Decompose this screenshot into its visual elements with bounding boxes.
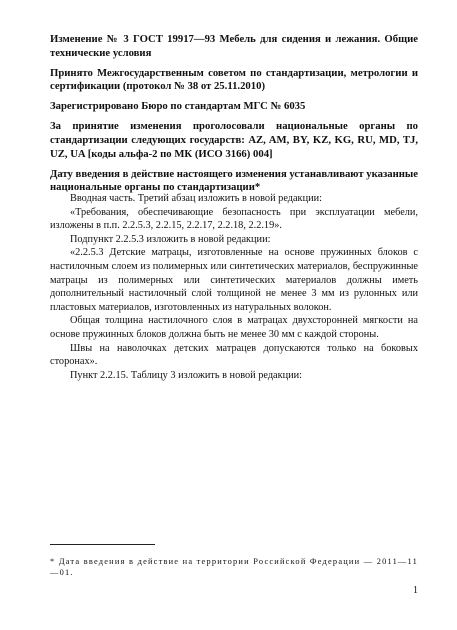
paragraph-layer-thickness: Общая толщина настилочного слоя в матрацах двухсторонней мягкости на основе пружинных блоков должна быть не менее 30 мм с каждой стороны. (50, 315, 418, 340)
footnote: * Дата введения в действие на территории Российской Федерации — 2011—11—01. (50, 557, 418, 578)
page-number: 1 (413, 585, 418, 596)
effective-date-note: Дату введения в действие настоящего изменения устанавливают указанные национальные органы по стандартизации* (50, 167, 418, 194)
voting-note: За принятие изменения проголосовали национальные органы по стандартизации следующих государств: AZ, AM, BY, KZ, KG, RU, MD, TJ, UZ, UA [коды альфа-2 по МК (ИСО 3166) 004] (50, 120, 418, 160)
registration-note: Зарегистрировано Бюро по стандартам МГС № 6035 (50, 100, 306, 113)
paragraph-seams: Швы на наволочках детских матрацев допускаются только на боковых сторонах». (50, 342, 418, 368)
footnote-divider (50, 544, 155, 545)
change-title: Изменение № 3 ГОСТ 19917—93 Мебель для сидения и лежания. Общие технические условия (50, 33, 418, 59)
paragraph-table-change: Пункт 2.2.15. Таблицу 3 изложить в новой редакции: (70, 369, 303, 381)
paragraph-safety-requirements: «Требования, обеспечивающие безопасность при эксплуатации мебели, изложены в п.п. 2.2.5.3, 2.2.15, 2.2.17, 2.2.18, 2.2.19». (50, 206, 418, 232)
change-header (50, 33, 418, 201)
paragraph-children-mattresses: «2.2.5.3 Детские матрацы, изготовленные на основе пружинных блоков с настилочным слоем из полимерных или синтетических материалов, беспружинные матрацы из полимерных или синтетических материалов должны иметь дополнительный настилочный слой толщиной не менее 3 мм из рулонных или пластовых материалов, изготовленных из натуральных волокон. (50, 247, 418, 313)
adoption-note: Принято Межгосударственным советом по стандартизации, метрологии и сертификации (протокол № 38 от 25.11.2010) (50, 66, 418, 93)
paragraph-subclause-change: Подпункт 2.2.5.3 изложить в новой редакции: (70, 233, 271, 245)
change-body (50, 192, 418, 382)
paragraph-intro-change: Вводная часть. Третий абзац изложить в новой редакции: (70, 193, 322, 204)
